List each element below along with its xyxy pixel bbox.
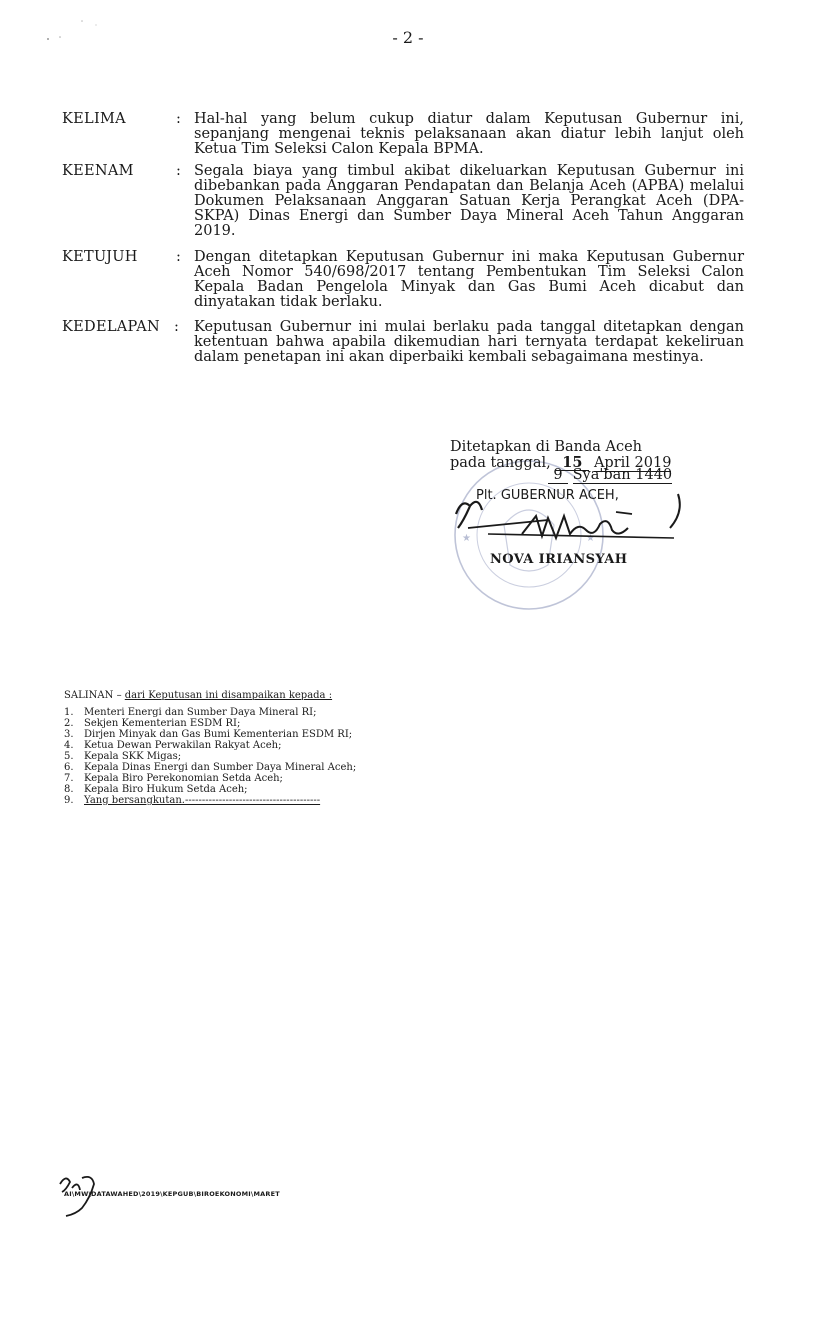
item-text: Menteri Energi dan Sumber Daya Mineral RI; bbox=[84, 707, 317, 718]
clause-text: Keputusan Gubernur ini mulai berlaku pada tanggal ditetapkan dengan ketentuan bahwa apabila dikemudian hari ternyata terdapat kekeliruan dalam penetapan ini akan diperbaiki kembali sebagaimana mestinya. bbox=[194, 319, 744, 365]
item-text: Ketua Dewan Perwakilan Rakyat Aceh; bbox=[84, 740, 282, 751]
list-item bbox=[64, 740, 384, 751]
svg-text:★: ★ bbox=[462, 533, 471, 544]
hijri-rest: Sya'ban 1440 bbox=[572, 467, 673, 483]
svg-text:★: ★ bbox=[586, 533, 595, 544]
list-item bbox=[64, 707, 384, 718]
distribution-title-text: dari Keputusan ini disampaikan kepada : bbox=[124, 690, 333, 701]
clause-colon: : bbox=[174, 319, 179, 335]
clause-colon: : bbox=[176, 249, 181, 265]
clause-label: KELIMA bbox=[62, 111, 126, 127]
item-number: 3. bbox=[64, 729, 74, 740]
title-line: Plt. GUBERNUR ACEH, bbox=[476, 488, 619, 503]
item-number: 1. bbox=[64, 707, 74, 718]
hijri-day: 9 bbox=[548, 468, 568, 484]
item-number: 5. bbox=[64, 751, 74, 762]
date-day: 15 bbox=[555, 455, 589, 471]
item-number: 4. bbox=[64, 740, 74, 751]
date-prefix: pada tanggal, bbox=[450, 455, 551, 471]
file-path-footer: AI\MW\DATAWAHED\2019\KEPGUB\BIROEKONOMI\MARET bbox=[64, 1190, 280, 1198]
distribution-list bbox=[64, 690, 384, 806]
list-item bbox=[64, 751, 384, 762]
date-rest: April 2019 bbox=[593, 455, 672, 471]
item-text: Kepala SKK Migas; bbox=[84, 751, 182, 762]
item-text: Dirjen Minyak dan Gas Bumi Kementerian ESDM RI; bbox=[84, 729, 353, 740]
list-item bbox=[64, 795, 384, 806]
clause-label: KETUJUH bbox=[62, 249, 138, 265]
clause-text: Hal-hal yang belum cukup diatur dalam Keputusan Gubernur ini, sepanjang mengenai teknis pelaksanaan akan diatur lebih lanjut oleh Ketua Tim Seleksi Calon Kepala BPMA. bbox=[194, 111, 744, 157]
item-text: Sekjen Kementerian ESDM RI; bbox=[84, 718, 241, 729]
clause-colon: : bbox=[176, 111, 181, 127]
list-item bbox=[64, 729, 384, 740]
list-item bbox=[64, 773, 384, 784]
place-line: Ditetapkan di Banda Aceh bbox=[450, 439, 643, 455]
distribution-title-prefix: SALINAN – bbox=[64, 690, 122, 701]
handwritten-signature bbox=[448, 476, 688, 556]
clause-text: Segala biaya yang timbul akibat dikeluarkan Keputusan Gubernur ini dibebankan pada Anggaran Pendapatan dan Belanja Aceh (APBA) melalui Dokumen Pelaksanaan Anggaran Satuan Kerja Perangkat Aceh (DPA-SKPA) Dinas Energi dan Sumber Daya Mineral Aceh Tahun Anggaran 2019. bbox=[194, 163, 744, 239]
clause-colon: : bbox=[176, 163, 181, 179]
clause-label: KEDELAPAN bbox=[62, 319, 161, 335]
clause-text: Dengan ditetapkan Keputusan Gubernur ini maka Keputusan Gubernur Aceh Nomor 540/698/2017 tentang Pembentukan Tim Seleksi Calon Kepala Badan Pengelola Minyak dan Gas Bumi Aceh dicabut dan dinyatakan tidak berlaku. bbox=[194, 249, 744, 310]
item-text: Kepala Biro Hukum Setda Aceh; bbox=[84, 784, 248, 795]
item-text: Kepala Dinas Energi dan Sumber Daya Mineral Aceh; bbox=[84, 762, 357, 773]
item-number: 8. bbox=[64, 784, 74, 795]
item-text: Yang bersangkutan.---------------------------------------- bbox=[84, 795, 321, 806]
list-item bbox=[64, 762, 384, 773]
list-item bbox=[64, 784, 384, 795]
distribution-title bbox=[64, 690, 384, 701]
page-number: - 2 - bbox=[392, 28, 424, 47]
clause-label: KEENAM bbox=[62, 163, 134, 179]
item-number: 7. bbox=[64, 773, 74, 784]
item-text: Kepala Biro Perekonomian Setda Aceh; bbox=[84, 773, 283, 784]
item-number: 9. bbox=[64, 795, 74, 806]
item-number: 2. bbox=[64, 718, 74, 729]
list-item bbox=[64, 718, 384, 729]
item-number: 6. bbox=[64, 762, 74, 773]
signer-name: NOVA IRIANSYAH bbox=[490, 552, 628, 567]
